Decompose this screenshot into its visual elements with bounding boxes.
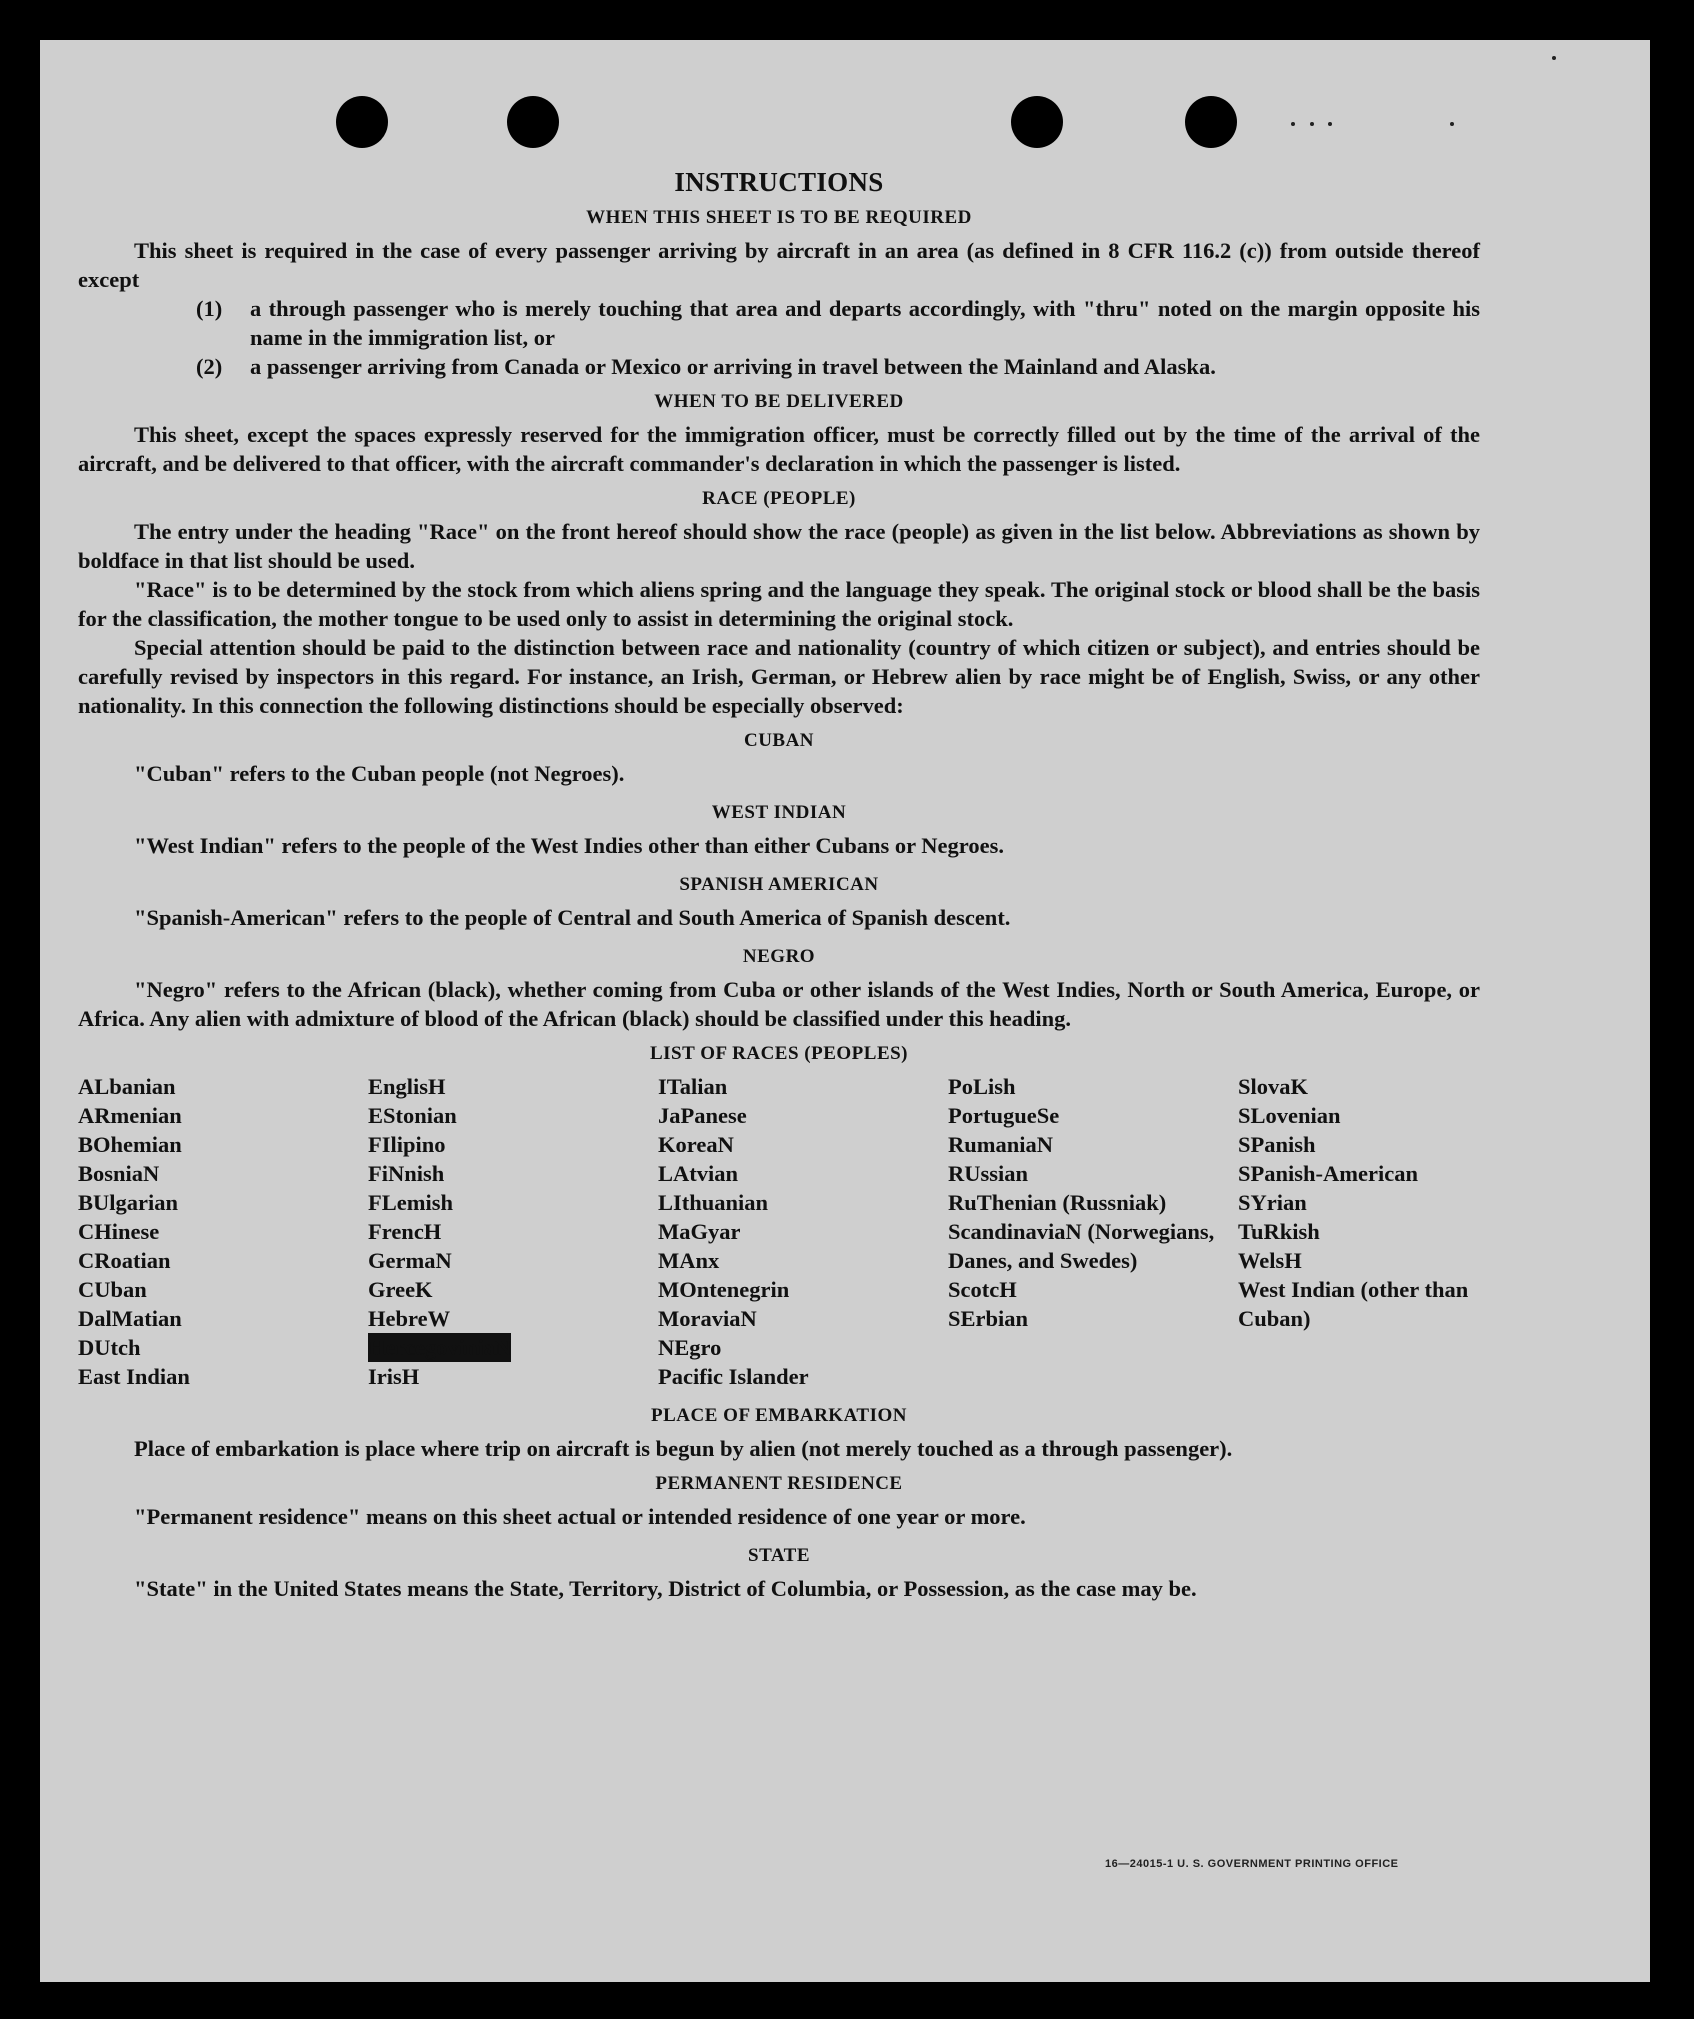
exception-item-1	[196, 294, 1480, 352]
heading-race: RACE (PEOPLE)	[702, 488, 856, 509]
race-item: PoLish	[948, 1074, 1016, 1099]
race-item: EStonian	[368, 1103, 457, 1128]
race-item: SPanish	[1238, 1132, 1316, 1157]
race-item	[368, 1333, 658, 1362]
race-paragraph: "Race" is to be determined by the stock from which aliens spring and the language they speak. The original stock or blood shall be the basis for the classification, the mother tongue to be used only to assist in determining the original stock.	[78, 577, 1480, 631]
exception-text: a passenger arriving from Canada or Mexico or arriving in travel between the Mainland and Alaska.	[250, 354, 1216, 379]
redaction-mark: HercegoviniaN	[368, 1335, 512, 1360]
race-item: SErbian	[948, 1306, 1029, 1331]
race-item: ScandinaviaN (Norwegians, Danes, and Swedes)	[948, 1219, 1215, 1273]
race-item: JaPanese	[658, 1103, 747, 1128]
race-column	[78, 1072, 368, 1391]
race-paragraph: The entry under the heading "Race" on the front hereof should show the race (people) as given in the list below. Abbreviations as shown by boldface in that list should be used.	[78, 519, 1480, 573]
when-required-intro: This sheet is required in the case of every passenger arriving by aircraft in an area (as defined in 8 CFR 116.2 (c)) from outside thereof except	[78, 238, 1480, 292]
speck	[1291, 122, 1295, 126]
race-item: BOhemian	[78, 1132, 182, 1157]
race-item: HebreW	[368, 1306, 451, 1331]
heading-cuban: CUBAN	[743, 730, 815, 751]
page-title: INSTRUCTIONS	[674, 167, 884, 197]
heading-state: STATE	[748, 1545, 810, 1566]
exception-text: a through passenger who is merely touching that area and departs accordingly, with "thru" noted on the margin opposite his name in the immigration list, or	[250, 296, 1480, 350]
heading-negro: NEGRO	[742, 946, 816, 967]
state-text: "State" in the United States means the State, Territory, District of Columbia, or Possession, as the case may be.	[134, 1576, 1197, 1601]
race-item: GreeK	[368, 1277, 433, 1302]
race-item: DalMatian	[78, 1306, 182, 1331]
race-item: FLemish	[368, 1190, 454, 1215]
speck	[1310, 122, 1314, 126]
race-item: BosniaN	[78, 1161, 160, 1186]
exception-number: (1)	[196, 296, 223, 321]
race-item: WelsH	[1238, 1248, 1302, 1273]
race-item: LAtvian	[658, 1161, 739, 1186]
heading-west-indian: WEST INDIAN	[711, 802, 847, 823]
race-item: ScotcH	[948, 1277, 1017, 1302]
race-item: MaGyar	[658, 1219, 741, 1244]
race-item: KoreaN	[658, 1132, 734, 1157]
race-item: GermaN	[368, 1248, 452, 1273]
race-item: FiNnish	[368, 1161, 445, 1186]
speck	[1552, 56, 1556, 60]
punch-hole	[507, 96, 559, 148]
when-delivered-text: This sheet, except the spaces expressly reserved for the immigration officer, must be correctly filled out by the time of the arrival of the aircraft, and be delivered to that officer, with the aircraft commander's declaration in which the passenger is listed.	[78, 422, 1480, 476]
race-item: EnglisH	[368, 1074, 446, 1099]
race-item: West Indian (other than Cuban)	[1238, 1277, 1469, 1331]
printer-imprint: 16—24015-1 U. S. GOVERNMENT PRINTING OFFICE	[1105, 1858, 1399, 1870]
race-item: Pacific Islander	[658, 1364, 809, 1389]
heading-list-of-races: LIST OF RACES (PEOPLES)	[649, 1043, 909, 1064]
west-indian-text: "West Indian" refers to the people of the West Indies other than either Cubans or Negroes.	[134, 833, 1004, 858]
race-item: MOntenegrin	[658, 1277, 790, 1302]
race-column	[368, 1072, 658, 1391]
race-item: SPanish-American	[1238, 1161, 1418, 1186]
embarkation-text: Place of embarkation is place where trip on aircraft is begun by alien (not merely touched as a through passenger).	[134, 1436, 1233, 1461]
race-item: TuRkish	[1238, 1219, 1320, 1244]
race-item: MoraviaN	[658, 1306, 757, 1331]
race-item: RUssian	[948, 1161, 1029, 1186]
race-column	[1238, 1072, 1478, 1391]
race-item: CRoatian	[78, 1248, 171, 1273]
spanish-american-text: "Spanish-American" refers to the people of Central and South America of Spanish descent.	[134, 905, 1011, 930]
document-page	[40, 40, 1650, 1982]
race-column	[658, 1072, 948, 1391]
race-item: CHinese	[78, 1219, 160, 1244]
race-item: MAnx	[658, 1248, 720, 1273]
race-paragraph: Special attention should be paid to the distinction between race and nationality (country of which citizen or subject), and entries should be carefully revised by inspectors in this regard. For instance, an Irish, German, or Hebrew alien by race might be of English, Swiss, or any other nationality. In this connection the following distinctions should be especially observed:	[78, 635, 1480, 718]
race-item: NEgro	[658, 1335, 722, 1360]
heading-when-required: WHEN THIS SHEET IS TO BE REQUIRED	[586, 207, 972, 228]
punch-hole	[1185, 96, 1237, 148]
exception-number: (2)	[196, 354, 223, 379]
heading-when-delivered: WHEN TO BE DELIVERED	[654, 391, 904, 412]
punch-hole	[1011, 96, 1063, 148]
race-group	[948, 1072, 1238, 1188]
race-item: PortugueSe	[948, 1103, 1060, 1128]
race-group	[948, 1275, 1238, 1333]
race-item: ARmenian	[78, 1103, 182, 1128]
race-item: DUtch	[78, 1335, 141, 1360]
negro-text: "Negro" refers to the African (black), whether coming from Cuba or other islands of the West Indies, North or South America, Europe, or Africa. Any alien with admixture of blood of the African (black) should be classified under this heading.	[78, 977, 1480, 1031]
speck	[1450, 122, 1454, 126]
punch-hole	[336, 96, 388, 148]
race-column	[948, 1072, 1238, 1391]
race-item: BUlgarian	[78, 1190, 179, 1215]
race-item: LIthuanian	[658, 1190, 769, 1215]
race-item: RumaniaN	[948, 1132, 1054, 1157]
residence-text: "Permanent residence" means on this sheet actual or intended residence of one year or more.	[134, 1504, 1026, 1529]
race-item: SlovaK	[1238, 1074, 1309, 1099]
heading-permanent-residence: PERMANENT RESIDENCE	[655, 1473, 903, 1494]
race-list	[78, 1072, 1480, 1391]
heading-embarkation: PLACE OF EMBARKATION	[651, 1405, 907, 1426]
exception-item-2	[196, 352, 1480, 381]
cuban-text: "Cuban" refers to the Cuban people (not Negroes).	[134, 761, 625, 786]
race-item: RuThenian (Russniak)	[948, 1190, 1167, 1215]
race-item: East Indian	[78, 1364, 190, 1389]
race-item: ITalian	[658, 1074, 728, 1099]
speck	[1328, 122, 1332, 126]
heading-spanish-american: SPANISH AMERICAN	[679, 874, 879, 895]
instructions-body	[78, 168, 1480, 1603]
race-item: FrencH	[368, 1219, 442, 1244]
race-item: SLovenian	[1238, 1103, 1341, 1128]
race-item: IrisH	[368, 1364, 420, 1389]
race-item: CUban	[78, 1277, 147, 1302]
race-item: FIlipino	[368, 1132, 446, 1157]
race-item: SYrian	[1238, 1190, 1307, 1215]
race-item: ALbanian	[78, 1074, 176, 1099]
race-group	[1238, 1072, 1478, 1275]
